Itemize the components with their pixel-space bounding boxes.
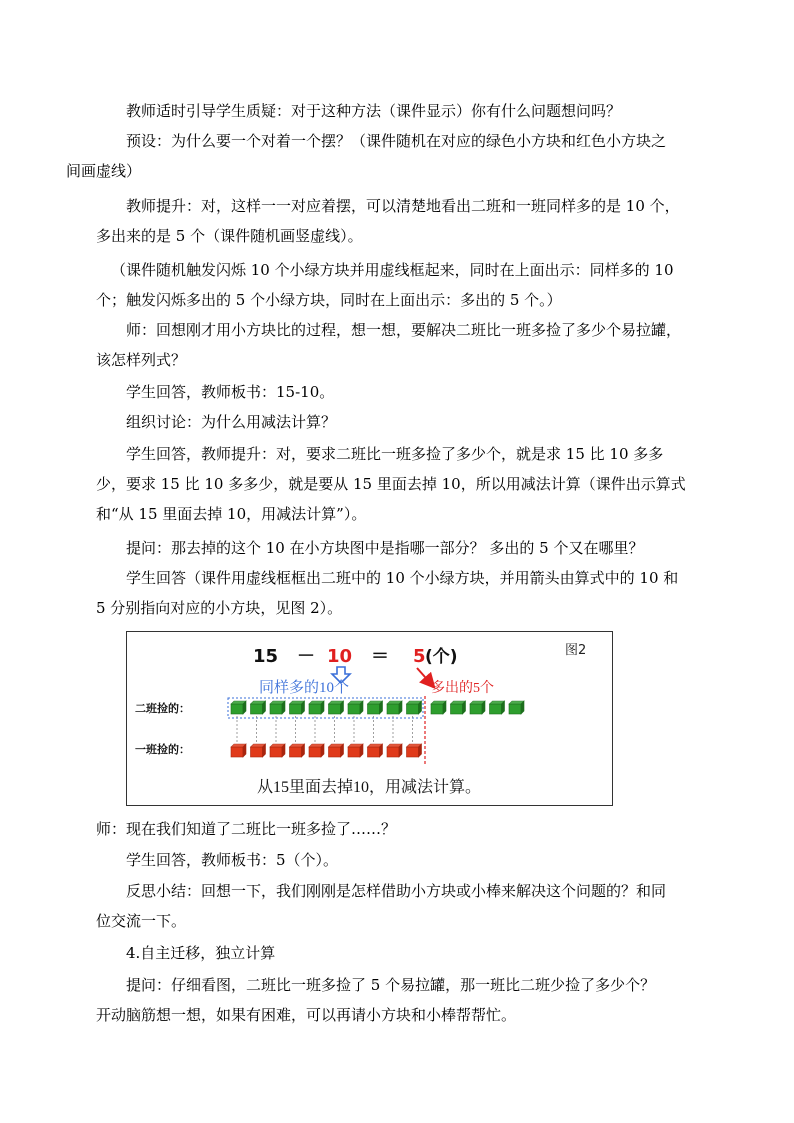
equation-minuend: 15	[253, 646, 279, 667]
green-block	[451, 701, 466, 714]
red-blocks-row	[231, 744, 422, 757]
text-line: 个；触发闪烁多出的 5 个小绿方块，同时在上面出示：多出的 5 个。）	[96, 291, 562, 309]
red-block	[251, 744, 266, 757]
text-line: 学生回答（课件用虚线框框出二班中的 10 个小绿方块，并用箭头由算式中的 10 和	[126, 569, 679, 587]
paragraph-teacher-elevate	[96, 191, 708, 251]
paragraph-question-where	[96, 533, 708, 563]
text-line: 组织讨论：为什么用减法计算？	[126, 413, 337, 431]
row-label-class-1: 一班捡的：	[135, 744, 190, 756]
text-line: 师：现在我们知道了二班比一班多捡了……？	[96, 820, 397, 838]
equation-subtrahend: 10	[327, 646, 353, 667]
text-line: 学生回答，教师板书：5（个）。	[126, 851, 339, 869]
green-block	[470, 701, 485, 714]
section-heading-transfer	[96, 938, 708, 968]
figure-2	[126, 631, 613, 806]
paragraph-question-less	[96, 970, 708, 1030]
paragraph-teacher-recall	[96, 315, 708, 375]
text-line: （课件随机触发闪烁 10 个小绿方块并用虚线框起来，同时在上面出示：同样多的 10	[111, 261, 674, 279]
green-block	[387, 701, 402, 714]
text-line: 反思小结：回想一下，我们刚刚是怎样借助小方块或小棒来解决这个问题的？和同	[126, 882, 667, 900]
text-line: 提问：仔细看图，二班比一班多捡了 5 个易拉罐，那一班比二班少捡了多少个？	[126, 976, 656, 994]
paragraph-student-board	[96, 845, 708, 875]
green-block	[490, 701, 505, 714]
green-block	[368, 701, 383, 714]
figure-2-drawing	[127, 632, 612, 805]
paragraph-reflection	[96, 876, 708, 936]
text-line: 提问：那去掉的这个 10 在小方块图中是指哪一部分？ 多出的 5 个又在哪里？	[126, 539, 644, 557]
same-amount-label: 同样多的10个	[259, 680, 350, 696]
text-line: 5 分别指向对应的小方块，见图 2）。	[96, 599, 343, 617]
red-block	[309, 744, 324, 757]
text-line: 学生回答，教师提升：对，要求二班比一班多捡了多少个，就是求 15 比 10 多多	[126, 445, 664, 463]
green-block	[270, 701, 285, 714]
green-blocks-row	[231, 701, 524, 714]
paragraph-question-prompt	[96, 96, 708, 126]
equation-result: 5	[413, 646, 426, 667]
red-block	[407, 744, 422, 757]
green-block	[407, 701, 422, 714]
text-line: 和“从 15 里面去掉 10，用减法计算”）。	[96, 505, 367, 523]
red-block	[329, 744, 344, 757]
green-block	[309, 701, 324, 714]
row-label-class-2: 二班捡的：	[135, 703, 190, 715]
extra-amount-label: 多出的5个	[431, 681, 494, 696]
paragraph-discussion	[96, 407, 708, 437]
correspondence-lines	[237, 716, 413, 744]
red-block	[270, 744, 285, 757]
equation-unit: (个)	[425, 647, 458, 667]
green-block	[290, 701, 305, 714]
text-line: 教师提升：对，这样一一对应着摆，可以清楚地看出二班和一班同样多的是 10 个，	[126, 197, 680, 215]
text-line: 教师适时引导学生质疑：对于这种方法（课件显示）你有什么问题想问吗？	[126, 102, 622, 120]
equation-minus: －	[297, 646, 315, 667]
text-line: 位交流一下。	[96, 912, 187, 930]
text-line: 师：回想刚才用小方块比的过程，想一想，要解决二班比一班多捡了多少个易拉罐，	[126, 321, 682, 339]
red-block	[348, 744, 363, 757]
figure-label: 图2	[565, 643, 587, 658]
text-line: 少，要求 15 比 10 多多少，就是要从 15 里面去掉 10，所以用减法计算（课件出示算式	[96, 475, 686, 493]
text-line: 4.自主迁移，独立计算	[126, 944, 276, 962]
paragraph-teacher-now	[96, 814, 708, 844]
paragraph-student-answer-elevate	[96, 439, 708, 529]
paragraph-student-answer	[96, 377, 708, 407]
text-line: 多出来的是 5 个（课件随机画竖虚线）。	[96, 227, 363, 245]
paragraph-preset	[66, 126, 708, 186]
red-block	[368, 744, 383, 757]
green-block	[431, 701, 446, 714]
text-line: 该怎样列式？	[96, 351, 187, 369]
green-block	[231, 701, 246, 714]
text-line: 学生回答，教师板书：15-10。	[126, 383, 335, 401]
green-block	[509, 701, 524, 714]
paragraph-student-answer-figure	[96, 563, 708, 623]
red-block	[387, 744, 402, 757]
figure-caption: 从15里面去掉10，用减法计算。	[257, 779, 482, 796]
text-line: 开动脑筋想一想，如果有困难，可以再请小方块和小棒帮帮忙。	[96, 1006, 517, 1024]
green-block	[348, 701, 363, 714]
green-block	[251, 701, 266, 714]
equation-equals: ＝	[371, 646, 389, 667]
text-line: 间画虚线）	[66, 162, 142, 180]
green-block	[329, 701, 344, 714]
paragraph-courseware-note	[96, 255, 708, 315]
red-block	[290, 744, 305, 757]
text-line: 预设：为什么要一个对着一个摆？（课件随机在对应的绿色小方块和红色小方块之	[126, 132, 667, 150]
red-block	[231, 744, 246, 757]
